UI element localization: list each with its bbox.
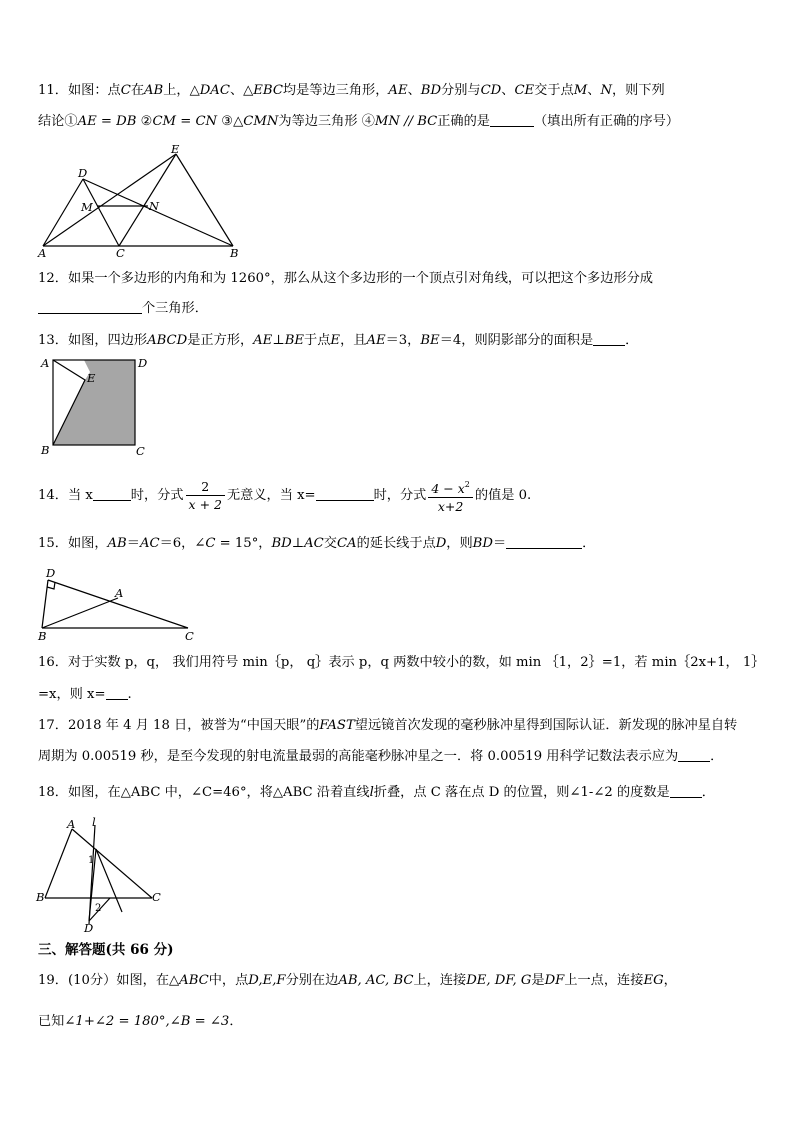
q16-line1: 16．对于实数 p，q， 我们用符号 min｛p， q｝表示 p，q 两数中较小的数，如 min ｛1，2｝=1，若 min｛2x+1， 1｝ — [38, 655, 765, 670]
label-B: B — [38, 629, 47, 643]
answer-blank — [670, 783, 702, 798]
q11-figure — [36, 142, 246, 260]
q15-figure — [36, 565, 206, 645]
label-D: D — [138, 356, 148, 370]
label-N: N — [149, 199, 160, 213]
answer-blank — [38, 299, 142, 314]
q11-line1: 11．如图：点C在AB上，△DAC、△EBC均是等边三角形，AE、BD分别与CD、CE交于点M、N，则下列 — [38, 83, 665, 98]
fraction-2: $\frac{4 - x^2}{x+2}$ — [428, 476, 473, 515]
label-l: l — [92, 815, 96, 829]
answer-blank — [490, 112, 534, 127]
label-B: B — [230, 246, 239, 260]
label-D: D — [84, 921, 94, 935]
q17-line2: 周期为 0.00519 秒，是至今发现的射电流量最弱的高能毫秒脉冲星之一．将 0.00519 用科学记数法表示应为 ． — [38, 749, 724, 764]
label-C: C — [116, 246, 125, 260]
q15-line: 15．如图，AB＝AC＝6，∠C = 15°，BD⊥AC交CA的延长线于点D，则BD＝ ． — [38, 536, 596, 551]
q19-line1: 19．(10分）如图，在△ABC中，点D,E,F分别在边AB, AC, BC上，连接DE, DF, G是DF上一点，连接EG， — [38, 973, 677, 988]
label-D: D — [78, 166, 88, 180]
q13-line: 13．如图，四边形ABCD是正方形，AE⊥BE于点E，且AE＝3，BE＝4，则阴影部分的面积是 ． — [38, 333, 639, 348]
label-A: A — [115, 586, 124, 600]
label-A: A — [67, 817, 76, 831]
label-angle-1: 1 — [88, 855, 95, 866]
q19-line2: 已知∠1+∠2 = 180°,∠B = ∠3． — [38, 1014, 243, 1029]
answer-blank — [593, 331, 625, 346]
label-B: B — [36, 890, 45, 904]
label-E: E — [87, 371, 96, 385]
label-D: D — [46, 566, 56, 580]
q16-line2: =x，则 x= . — [38, 687, 132, 702]
q18-line: 18．如图，在△ABC 中，∠C=46°，将△ABC 沿着直线l折叠，点 C 落在点 D 的位置，则∠1-∠2 的度数是 ． — [38, 785, 715, 800]
answer-blank — [106, 685, 128, 700]
q12-line2: 个三角形． — [38, 299, 208, 319]
q18-figure — [36, 815, 171, 935]
answer-blank — [93, 486, 131, 501]
label-angle-2: 2 — [95, 903, 102, 914]
label-E: E — [171, 142, 180, 156]
q17-line1: 17．2018 年 4 月 18 日，被誉为“中国天眼”的FAST望远镜首次发现的毫秒脉冲星得到国际认证．新发现的脉冲星自转 — [38, 718, 738, 733]
label-B: B — [41, 443, 50, 457]
answer-blank — [506, 534, 582, 549]
section-heading: 三、解答题(共 66 分) — [38, 942, 174, 958]
answer-blank — [316, 486, 374, 501]
label-C: C — [185, 629, 194, 643]
label-C: C — [152, 890, 161, 904]
label-C: C — [136, 444, 145, 458]
label-A: A — [41, 356, 50, 370]
q12-line1: 12．如果一个多边形的内角和为 1260°，那么从这个多边形的一个顶点引对角线，可以把这个多边形分成 — [38, 271, 653, 286]
label-M: M — [81, 200, 93, 214]
q11-line2: 结论①AE = DB ②CM = CN ③△CMN为等边三角形 ④MN // BC正确的是 （填出所有正确的序号） — [38, 114, 680, 129]
label-A: A — [38, 246, 47, 260]
fraction-1: $\frac{2}{x + 2}$ — [186, 478, 225, 513]
q13-figure — [38, 355, 153, 460]
q14-line: 14．当 x 时，分式 $\frac{2}{x + 2}$ 无意义，当 x= 时，分式 $\frac{4 - x^2}{x+2}$ 的值是 0. — [38, 476, 531, 515]
answer-blank — [678, 747, 710, 762]
